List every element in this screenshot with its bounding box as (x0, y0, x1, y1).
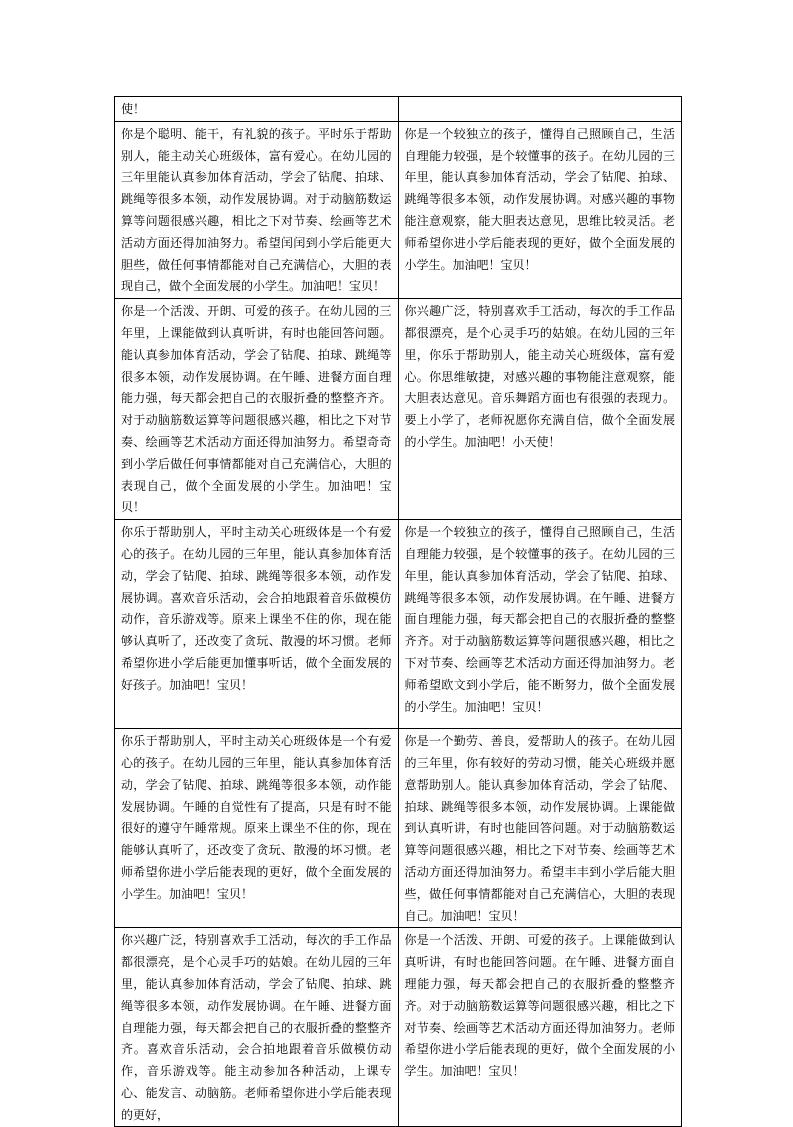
table-row (115, 299, 682, 520)
table-row (115, 121, 682, 298)
comment-cell-left: 你兴趣广泛，特别喜欢手工活动，每次的手工作品都很漂亮，是个心灵手巧的姑娘。在幼儿园的三年里，能认真参加体育活动，学会了钻爬、拍球、跳绳等很多本领，动作发展协调。在午睡、进餐方面自理能力强，每天都会把自己的衣服折叠的整整齐齐。喜欢音乐活动，会合拍地跟着音乐做模仿动作，音乐游戏等。能主动参加各种活动，上课专心、能发言、动脑筋。老师希望你进小学后能表现的更好， (115, 928, 399, 1127)
table-row (115, 520, 682, 729)
table-row (115, 729, 682, 928)
table-row (115, 928, 682, 1127)
comment-cell-left: 你乐于帮助别人，平时主动关心班级体是一个有爱心的孩子。在幼儿园的三年里，能认真参加体育活动，学会了钻爬、拍球、跳绳等很多本领，动作发展协调。喜欢音乐活动，会合拍地跟着音乐做模仿动作，音乐游戏等。原来上课坐不住的你，现在能够认真听了，还改变了贪玩、散漫的坏习惯。老师希望你进小学后能更加懂事听话，做个全面发展的好孩子。加油吧！宝贝！ (115, 520, 399, 729)
comment-cell-right: 你兴趣广泛，特别喜欢手工活动，每次的手工作品都很漂亮，是个心灵手巧的姑娘。在幼儿园的三年里，你乐于帮助别人，能主动关心班级体，富有爱心。你思维敏捷，对感兴趣的事物能注意观察，能大胆表达意见。音乐舞蹈方面也有很强的表现力。要上小学了，老师祝愿你充满自信，做个全面发展的小学生。加油吧！小天使！ (398, 299, 682, 520)
comment-cell-left: 使！ (115, 97, 399, 122)
table-row (115, 97, 682, 122)
comment-cell-right: 你是一个活泼、开朗、可爱的孩子。上课能做到认真听讲，有时也能回答问题。在午睡、进餐方面自理能力强，每天都会把自己的衣服折叠的整整齐齐。对于动脑筋数运算等问题很感兴趣，相比之下对节奏、绘画等艺术活动方面还得加油努力。老师希望你进小学后能表现的更好，做个全面发展的小学生。加油吧！宝贝！ (398, 928, 682, 1127)
comment-cell-right: 你是一个勤劳、善良，爱帮助人的孩子。在幼儿园的三年里，你有较好的劳动习惯，能关心班级并愿意帮助别人。能认真参加体育活动，学会了钻爬、拍球、跳绳等很多本领，动作发展协调。上课能做到认真听讲，有时也能回答问题。对于动脑筋数运算等问题很感兴趣，相比之下对节奏、绘画等艺术活动方面还得加油努力。希望丰丰到小学后能大胆些，做任何事情都能对自己充满信心，大胆的表现自己。加油吧！宝贝！ (398, 729, 682, 928)
comment-cell-right: 你是一个较独立的孩子，懂得自己照顾自己，生活自理能力较强，是个较懂事的孩子。在幼儿园的三年里，能认真参加体育活动，学会了钻爬、拍球、跳绳等很多本领，动作发展协调。对感兴趣的事物能注意观察，能大胆表达意见，思维比较灵活。老师希望你进小学后能表现的更好，做个全面发展的小学生。加油吧！宝贝！ (398, 121, 682, 298)
comment-cell-right: 你是一个较独立的孩子，懂得自己照顾自己，生活自理能力较强，是个较懂事的孩子。在幼儿园的三年里，能认真参加体育活动，学会了钻爬、拍球、跳绳等很多本领，动作发展协调。在午睡、进餐方面自理能力强，每天都会把自己的衣服折叠的整整齐齐。对于动脑筋数运算等问题很感兴趣，相比之下对节奏、绘画等艺术活动方面还得加油努力。老师希望欧文到小学后，能不断努力，做个全面发展的小学生。加油吧！宝贝！ (398, 520, 682, 729)
comment-cell-left: 你乐于帮助别人，平时主动关心班级体是一个有爱心的孩子。在幼儿园的三年里，能认真参加体育活动，学会了钻爬、拍球、跳绳等很多本领，动作能发展协调。午睡的自觉性有了提高，只是有时不能很好的遵守午睡常规。原来上课坐不住的你，现在能够认真听了，还改变了贪玩、散漫的坏习惯。老师希望你进小学后能表现的更好，做个全面发展的小学生。加油吧！宝贝！ (115, 729, 399, 928)
comment-cell-left: 你是一个活泼、开朗、可爱的孩子。在幼儿园的三年里，上课能做到认真听讲，有时也能回答问题。能认真参加体育活动，学会了钻爬、拍球、跳绳等很多本领，动作发展协调。在午睡、进餐方面自理能力强，每天都会把自己的衣服折叠的整整齐齐。对于动脑筋数运算等问题很感兴趣，相比之下对节奏、绘画等艺术活动方面还得加油努力。希望奇奇到小学后做任何事情都能对自己充满信心，大胆的表现自己，做个全面发展的小学生。加油吧！宝贝！ (115, 299, 399, 520)
comments-table (114, 96, 682, 1127)
comment-cell-right (398, 97, 682, 122)
comment-cell-left: 你是个聪明、能干，有礼貌的孩子。平时乐于帮助别人，能主动关心班级体，富有爱心。在幼儿园的三年里能认真参加体育活动，学会了钻爬、拍球、跳绳等很多本领，动作发展协调。对于动脑筋数运算等问题很感兴趣，相比之下对节奏、绘画等艺术活动方面还得加油努力。希望闰闰到小学后能更大胆些，做任何事情都能对自己充满信心，大胆的表现自己，做个全面发展的小学生。加油吧！宝贝！ (115, 121, 399, 298)
